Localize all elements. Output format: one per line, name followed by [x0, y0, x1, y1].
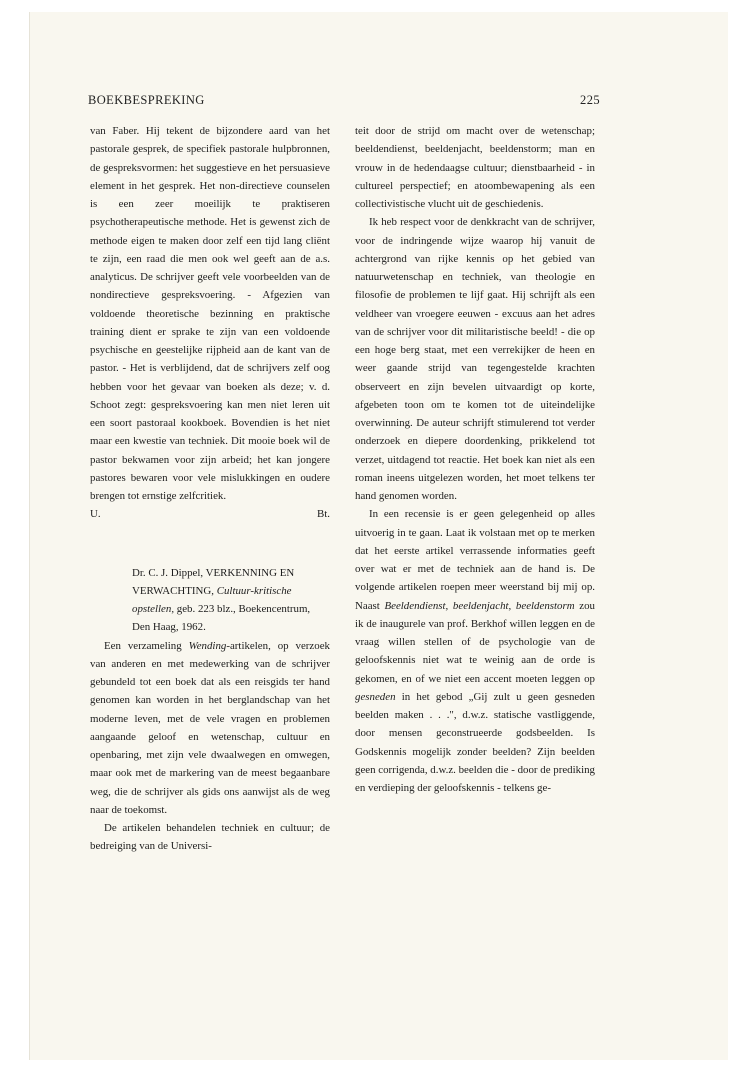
signature-reviewer: Bt. — [316, 508, 330, 521]
review-paragraph: teit door de strijd om macht over de wetenschap; beeldendienst, beeldenjacht, beeldenstorm; man en vrouw in de hedendaagse cultuur; dienstbaarheid - in cultureel perspectief; en atoombewapening als een collectivistische vlucht uit de geschiedenis. — [355, 125, 595, 210]
review-signature — [90, 505, 330, 523]
page-number: 225 — [580, 93, 600, 107]
emphasis: Beeldendienst, beeldenjacht, beeldenstorm — [384, 599, 575, 612]
section-title: BOEKBESPREKING — [88, 93, 205, 107]
right-column — [355, 122, 595, 797]
book-reference — [90, 564, 330, 637]
signature-initial: U. — [90, 508, 101, 521]
review-paragraph: In een recensie is er geen gelegenheid op alles uitvoerig in te gaan. Laat ik volstaan met op te merken dat het eerste artikel verrassende informaties geeft over wat er met de techniek aan de hand is. De volgende artikelen roepen meer weerstand bij mij op. Naast Beeldendienst, beeldenjacht, beeldenstorm zou ik de inaugurele van prof. Berkhof willen leggen en de vraag willen stellen of de psychologie van de geloofskennis niet wat te weinig aan de orde is gekomen, en of we niet een accent moeten leggen op gesneden in het gebod „Gij zult u geen gesneden beelden maken . . .", d.w.z. statische vastliggende, door mensen geconstrueerde godsbeelden. Is Godskennis mogelijk zonder beelden? Zijn beelden geen corrigenda, d.w.z. beelden die - door de prediking en verdieping der geloofskennis - telkens ge- — [355, 508, 596, 794]
review-paragraph: De artikelen behandelen techniek en cultuur; de bedreiging van de Universi- — [90, 822, 330, 853]
running-header — [88, 93, 600, 108]
book-subtitle: Cultuur-kritische opstellen, — [132, 584, 292, 615]
book-details: geb. 223 blz., Boekencentrum, Den Haag, 1962. — [132, 603, 311, 634]
emphasis: gesneden — [355, 690, 396, 703]
book-author-title: Dr. C. J. Dippel, VERKENNING EN VERWACHTING, — [132, 566, 295, 597]
review-paragraph: Ik heb respect voor de denkkracht van de schrijver, voor de indringende wijze waarop hij vanuit de achtergrond van rijke kennis op het gebied van natuurwetenschap en techniek, van theologie en filosofie de problemen te lijf gaat. Hij schrijft als een veldheer van vroegere eeuwen - excuus aan het adres van de schrijver voor dit militaristische beeld! - die op een hoge berg staat, met een verrekijker de heen en weer gaande strijd van tegengestelde krachten observeert en zijn bevelen uitvaardigt op korte, afgebeten toon om te komen tot de uiteindelijke overwinning. De auteur schrijft stimulerend tot verder onderzoek en diepere doordenking, prikkelend tot verzet, uitdagend tot reactie. Het boek kan niet als een roman ineens uitgelezen worden, het moet telkens ter hand genomen worden. — [355, 216, 595, 502]
emphasis: Wending — [188, 639, 227, 652]
review-paragraph: Een verzameling Wending-artikelen, op verzoek van anderen en met medewerking van de schrijver gebundeld tot een boek dat als een reisgids ter hand genomen kan worden in het berglandschap van het moderne leven, met de vele vragen en problemen aangaande geloof en wetenschap, cultuur en openbaring, met zijn vele dwaalwegen en omwegen, maar ook met de markering van de meest begaanbare weg, die de schrijver als gids ons aanwijst als de weg naar de toekomst. — [90, 639, 330, 816]
review-paragraph: van Faber. Hij tekent de bijzondere aard van het pastorale gesprek, de specifiek pastorale hulpbronnen, de gespreksvormen: het suggestieve en het persuasieve element in het gesprek. Het non-directieve counselen is een zeer moeilijk te praktiseren psychotherapeutische methode. Het is gewenst zich de methode eigen te maken door zelf een tijd lang cliënt te zijn, een raad die men ook wel geeft aan de a.s. analyticus. De schrijver geeft vele voorbeelden van de nondirectieve gespreksvoering. - Afgezien van voldoende theoretische bezinning en praktische training dient er sprake te zijn van een voldoende psychische en geestelijke rijpheid aan de kant van de pastor. - Het is verblijdend, dat de schrijvers zelf oog hebben voor het gevaar van boeken als deze; v. d. Schoot zegt: gespreksvoering kan men niet leren uit een soort pastoraal kookboek. Bovendien is het niet maar een kwestie van techniek. Dit mooie boek wil de pastor bekwamen voor zijn arbeid; het kan jongere pastores bewaren voor vele mislukkingen en oudere brengen tot ernstige zelfcritiek. — [90, 125, 330, 502]
left-column — [90, 122, 330, 856]
